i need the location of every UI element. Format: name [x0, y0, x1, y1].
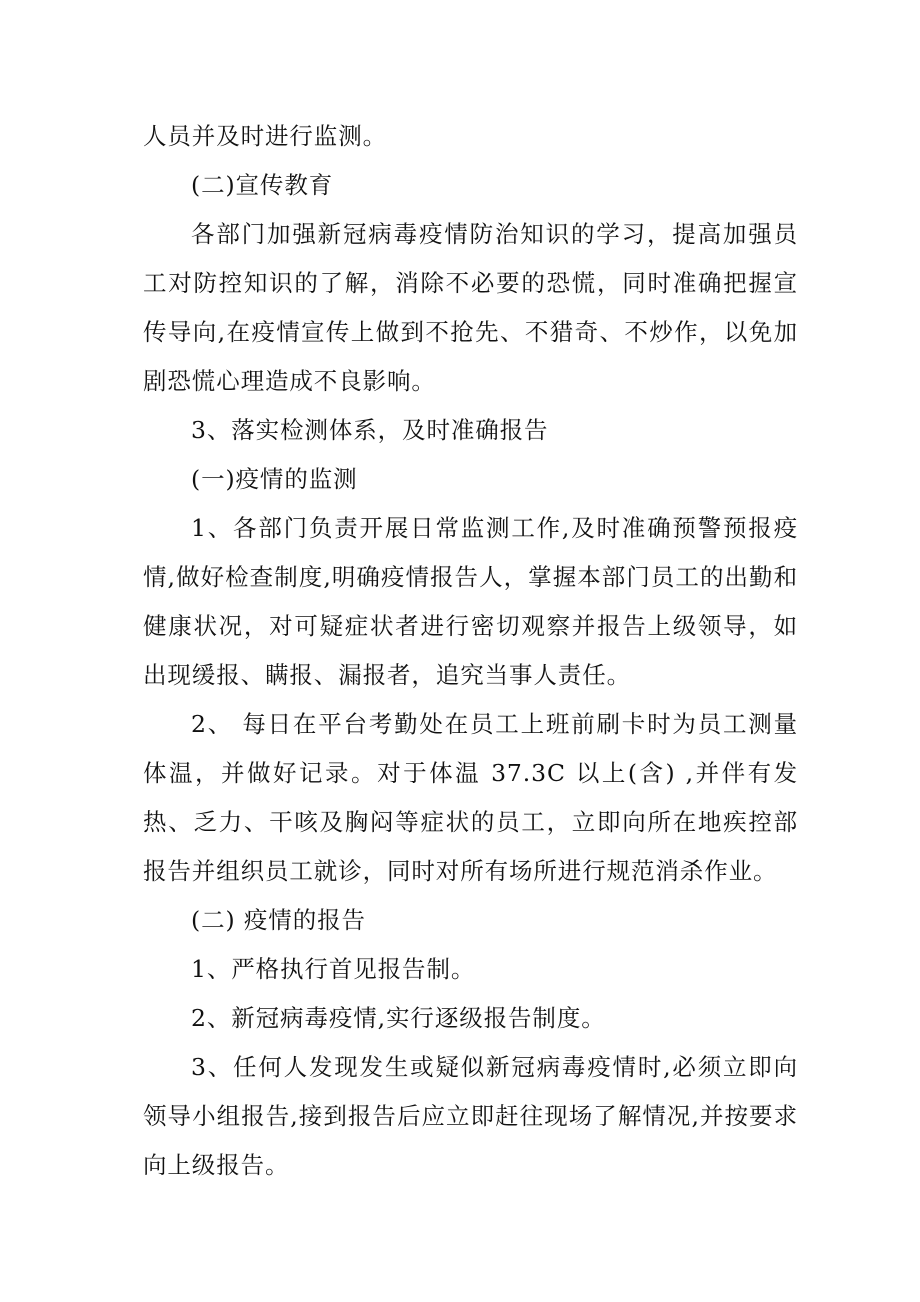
- heading-publicity-education: (二)宣传教育: [191, 171, 334, 199]
- paragraph-monitoring-item-1: 1、各部门负责开展日常监测工作,及时准确预警预报疫情,做好检查制度,明确疫情报告人，掌握本部门员工的出勤和健康状况，对可疑症状者进行密切观察并报告上级领导，如出现缓报、瞒报、漏报者，追究当事人责任。: [143, 514, 798, 689]
- paragraph-reporting-item-3: 3、任何人发现发生或疑似新冠病毒疫情时,必须立即向领导小组报告,接到报告后应立即赶往现场了解情况,并按要求向上级报告。: [143, 1053, 798, 1179]
- document-body: [143, 112, 798, 1190]
- paragraph-publicity-education: 各部门加强新冠病毒疫情防治知识的学习，提高加强员工对防控知识的了解，消除不必要的恐慌，同时准确把握宣传导向,在疫情宣传上做到不抢先、不猎奇、不炒作，以免加剧恐慌心理造成不良影响。: [143, 220, 798, 395]
- paragraph-continuation: 人员并及时进行监测。: [143, 122, 387, 150]
- paragraph-reporting-item-2: 2、新冠病毒疫情,实行逐级报告制度。: [191, 1004, 606, 1032]
- heading-epidemic-monitoring: (一)疫情的监测: [191, 465, 358, 493]
- heading-epidemic-reporting: (二) 疫情的报告: [191, 906, 366, 934]
- heading-detection-system: 3、落实检测体系，及时准确报告: [191, 416, 549, 444]
- paragraph-reporting-item-1: 1、严格执行首见报告制。: [191, 955, 476, 983]
- paragraph-monitoring-item-2: 2、 每日在平台考勤处在员工上班前刷卡时为员工测量体温，并做好记录。对于体温 37.3C 以上(含) ,并伴有发热、乏力、干咳及胸闷等症状的员工，立即向所在地疾控部报告并组织员工就诊，同时对所有场所进行规范消杀作业。: [143, 710, 798, 885]
